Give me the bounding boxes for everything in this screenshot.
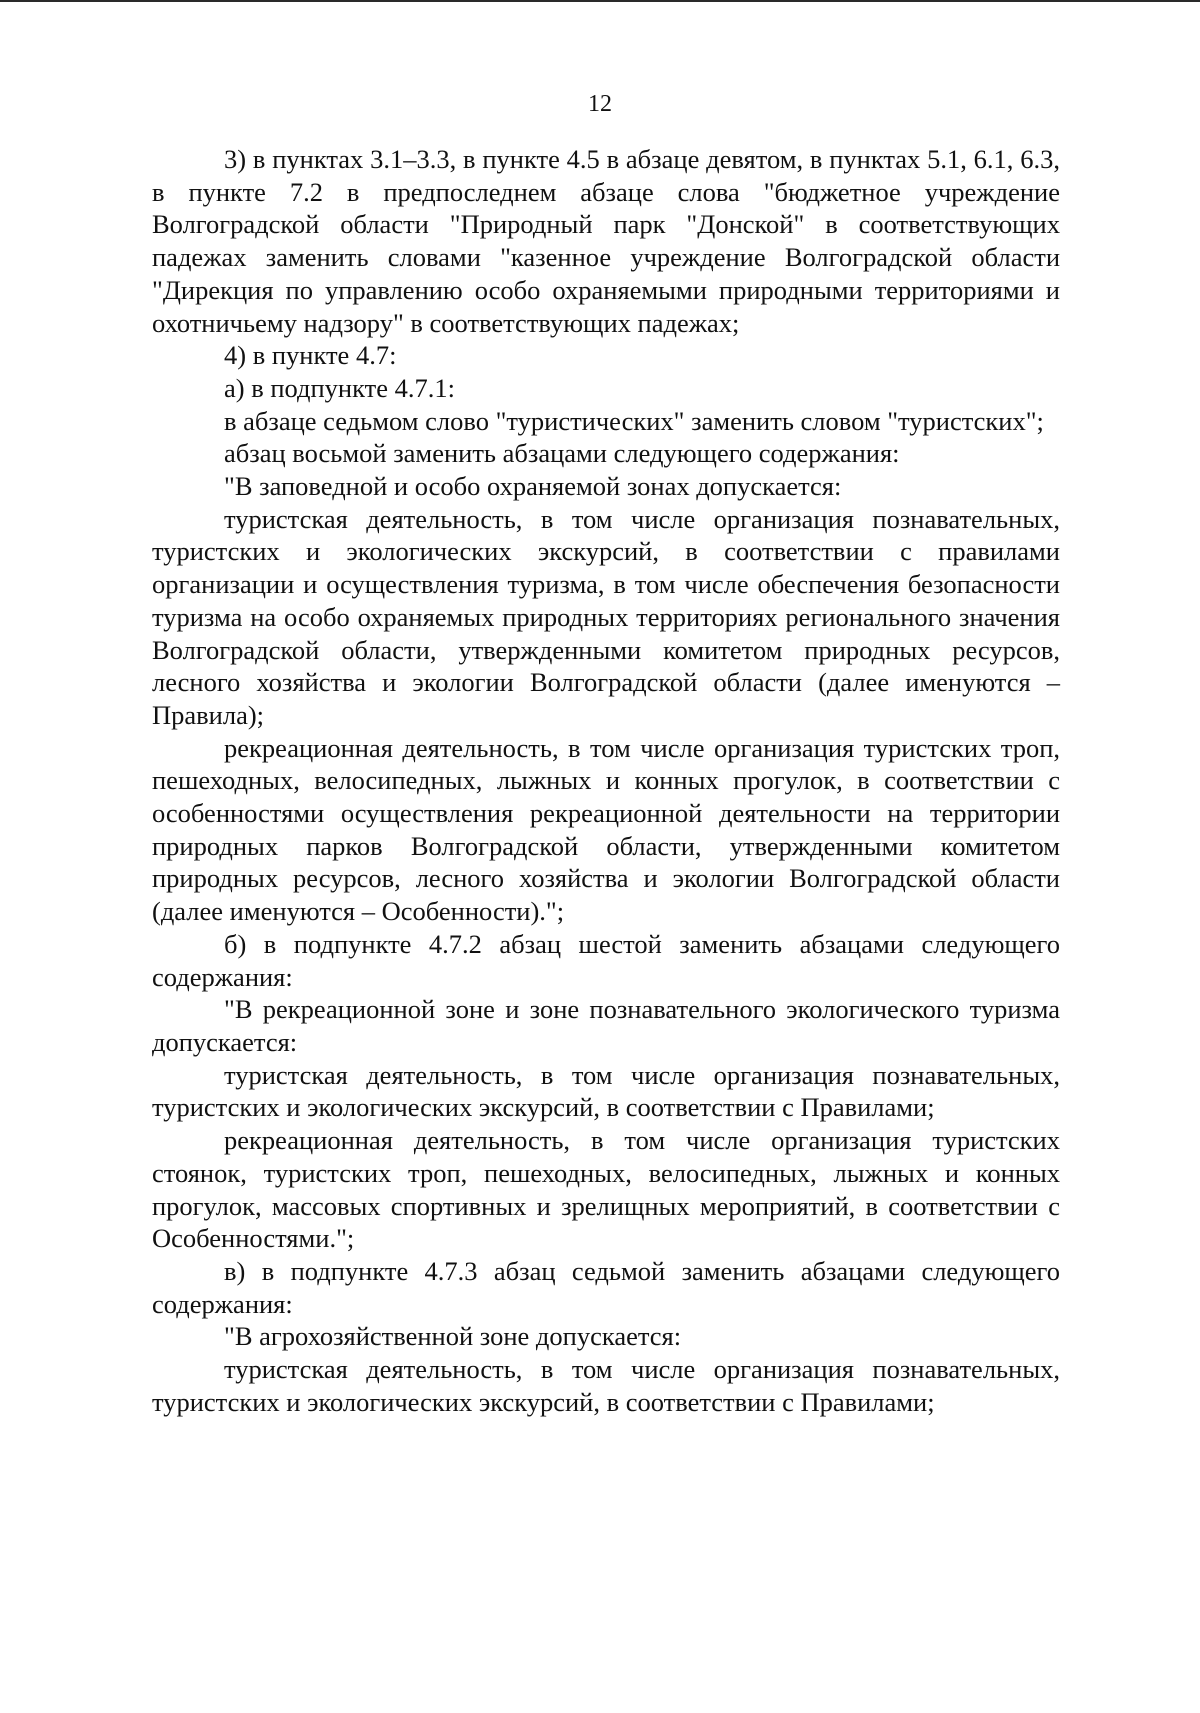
- page-number: 12: [588, 91, 612, 117]
- paragraph-subitem-a: а) в подпункте 4.7.1:: [224, 372, 455, 403]
- paragraph-quoted-recreational-zone: "В рекреационной зоне и зоне познавательного экологического туризма допускается:: [152, 994, 1060, 1057]
- paragraph-quoted-zapovednaya-zone: "В заповедной и особо охраняемой зонах допускается:: [224, 471, 842, 502]
- document-body: [152, 143, 1060, 1418]
- paragraph-subitem-b: б) в подпункте 4.7.2 абзац шестой заменить абзацами следующего содержания:: [152, 928, 1060, 992]
- paragraph-tourist-activity-rules: туристская деятельность, в том числе организация познавательных, туристских и экологических экскурсий, в соответствии с правилами организации и осуществления туризма, в том числе обеспечения безопасности туризма на особо охраняемых природных территориях регионального значения Волгоградской области, утвержденными комитетом природных ресурсов, лесного хозяйства и экологии Волгоградской области (далее именуются – Правила);: [152, 503, 1060, 730]
- paragraph-recreational-activity-features: рекреационная деятельность, в том числе организация туристских троп, пешеходных, велосипедных, лыжных и конных прогулок, в соответствии с особенностями осуществления рекреационной деятельности на территории природных парков Волгоградской области, утвержденными комитетом природных ресурсов, лесного хозяйства и экологии Волгоградской области (далее именуются – Особенности).";: [152, 732, 1060, 927]
- paragraph-tourist-activity-v: туристская деятельность, в том числе организация познавательных, туристских и экологических экскурсий, в соответствии с Правилами;: [152, 1354, 1060, 1417]
- paragraph-item-3: 3) в пунктах 3.1–3.3, в пункте 4.5 в абзаце девятом, в пунктах 5.1, 6.1, 6.3, в пункте 7.2 в предпоследнем абзаце слова "бюджетное учреждение Волгоградской области "Природный парк "Донской" в соответствующих падежах заменить словами "казенное учреждение Волгоградской области "Дирекция по управлению особо охраняемыми природными территориями и охотничьему надзору" в соответствующих падежах;: [152, 144, 1060, 338]
- paragraph-seventh-abzats: в абзаце седьмом слово "туристических" заменить словом "туристских";: [224, 405, 1044, 436]
- paragraph-subitem-v: в) в подпункте 4.7.3 абзац седьмой заменить абзацами следующего содержания:: [152, 1255, 1060, 1319]
- paragraph-quoted-agro-zone: "В агрохозяйственной зоне допускается:: [224, 1321, 682, 1352]
- paragraph-item-4: 4) в пункте 4.7:: [224, 340, 397, 371]
- paragraph-eighth-abzats: абзац восьмой заменить абзацами следующего содержания:: [224, 438, 900, 469]
- paragraph-recreational-activity-b: рекреационная деятельность, в том числе организация туристских стоянок, туристских троп, пешеходных, велосипедных, лыжных и конных прогулок, массовых спортивных и зрелищных мероприятий, в соответствии с Особенностями.";: [152, 1125, 1060, 1254]
- paragraph-tourist-activity-b: туристская деятельность, в том числе организация познавательных, туристских и экологических экскурсий, в соответствии с Правилами;: [152, 1059, 1060, 1123]
- scan-top-edge: [0, 0, 1200, 2]
